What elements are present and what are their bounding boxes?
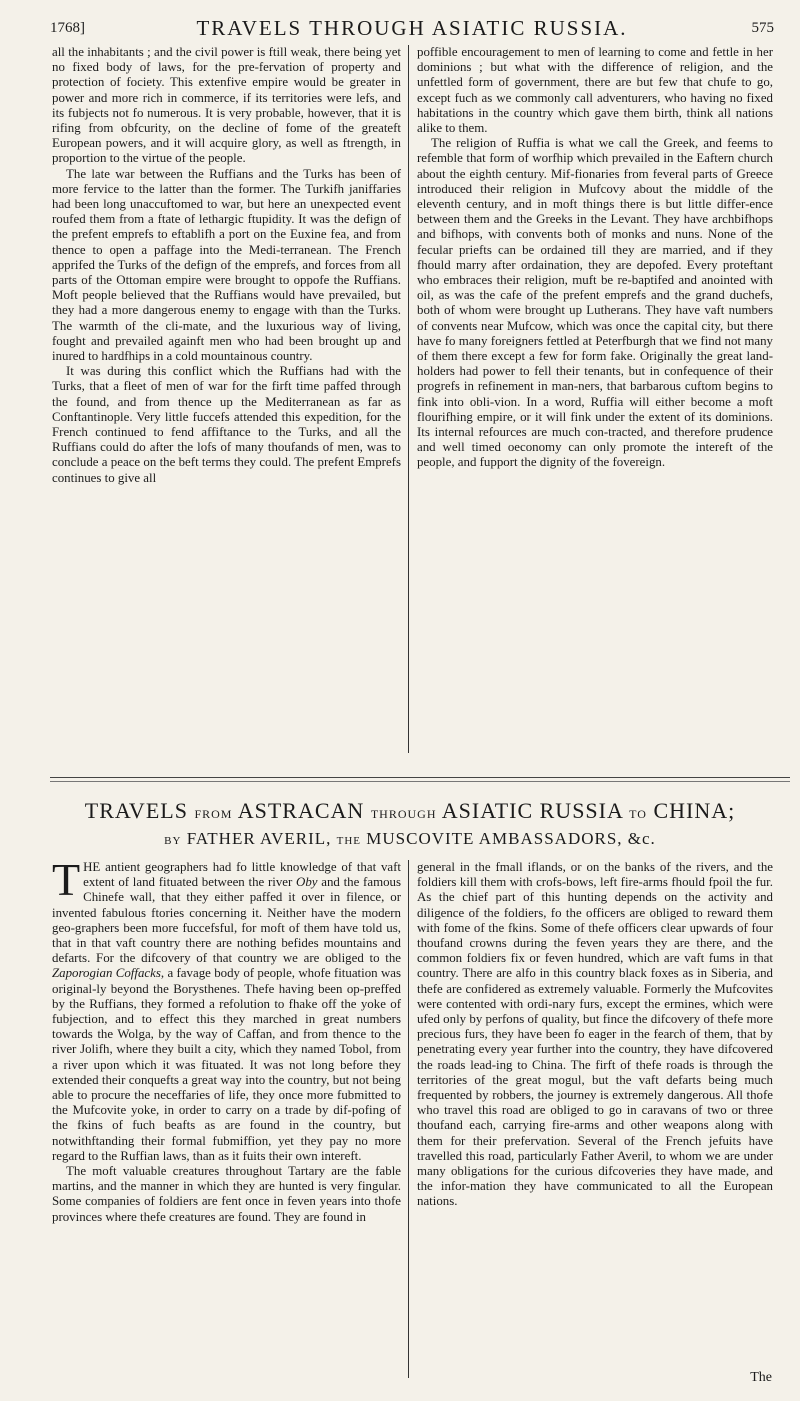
paragraph: The late war between the Ruffians and the Turks has been of more fervice to the latter than the former. The Turkifh janiffaries had been long unaccuftomed to war, but here an unexpected event roufed them from a ftate of lethargic ftupidity. It was the defign of the prefent emprefs to eftablifh a port on the Euxine fea, and from thence to open a paffage into the Medi-terranean. The French apprifed the Turks of the defign of the emprefs, and forces from all parts of the Ottoman empire were brought to oppofe the Ruffians. Moft people believed that the Ruffians would have prevailed, but they had a more dangerous enemy to engage with than the Turks. The warmth of the cli-mate, and the luxurious way of living, fought and prevailed againft men who had been brought up and inured to hardfhips in a cold mountainous country. [52,166,401,364]
title-word: TO [629,807,647,821]
page-number: 575 [751,20,774,36]
paragraph: general in the fmall iflands, or on the banks of the rivers, and the foldiers kill them with crofs-bows, left fire-arms fhould fpoil the fur. As the chief part of this hunting depends on the activity and diligence of the foldiers, fo the officers are obliged to reward them with fome of the fkins. Some of thefe officers clear upwards of four thoufand crowns during the feven years they are there, and the common foldiers fix or feven hundred, which are vaft fums in that country. There are alfo in this country black foxes as in Siberia, and thefe are confidered as extremely valuable. Formerly the Mufcovites were contented with ordi-nary furs, except the ermines, which were ufed only by perfons of quality, but fince the difcovery of thefe more precious furs, they have been fo eager in the fearch of them, that by penetrating every year further into the country, they have difcovered the roads lead-ing to China. The firft of thefe roads is through the territories of the great mogul, but the vaft defarts being much frequented by robbers, the journey is extremely dangerous. All thofe who travel this road are obliged to go in caravans of two or three thoufand each, carrying fire-arms and other weapons along with them for their prefervation. Several of the French jefuits have travelled this road, particularly Father Averil, to whom we are under many obligations for the curious difcoveries they have made, and the infor-mation they have communicated to all the European nations. [417,860,773,1209]
drop-cap: T [52,854,81,905]
header-title: TRAVELS THROUGH ASIATIC RUSSIA. [196,16,628,40]
paragraph: poffible encouragement to men of learning to come and fettle in her dominions ; but what with the difference of religion, and the unfettled form of government, there are but few that chufe to go, except fuch as we commonly call adventurers, who having no fixed habitations in the country which gave them birth, think all nations alike to them. [417,45,773,136]
lower-left-column [52,854,402,1225]
river-name: Oby [296,875,318,890]
column-divider [408,860,409,1378]
title-word: THROUGH [370,807,437,821]
subtitle-word: THE [336,835,362,847]
lower-right-column [417,860,773,1210]
paragraph: THE antient geographers had fo little knowledge of that vaft extent of land fituated between the river Oby and the famous Chinefe wall, that they either paffed it over in filence, or invented fabulous ftories concerning it. Neither have the modern geo-graphers been more fuccefsful, for moft of them have told us, that in that vaft country there are nothing befides mountains and defarts. For the difcovery of that country we are obliged to the Zaporogian Coffacks, a favage body of people, whofe fituation was original-ly beyond the Borysthenes. Thefe having been op-preffed by the Ruffians, they formed a refolution to fhake off the yoke of fubjection, and to effect this they marched in great numbers towards the Wolga, by the way of Caffan, and from thence to the river Jolifh, where they built a city, which they named Tobol, from a river upon which it was fituated. It was not long before they extended their conquefts a great way into the country, but not being able to procure the neceffaries of life, they once more fubmitted to the Mufcovite yoke, in order to carry on a trade by dif-pofing of the fkins of fuch beafts as are found in the country, but notwithftanding their formal fubmiffion, yet they pay no more regard to the Ruffian laws, than as it fuits their own intereft. [52,854,402,1163]
column-divider [408,45,409,753]
running-header [50,12,774,42]
upper-left-column [52,45,401,486]
subtitle-word: BY [164,835,182,847]
subtitle-word: MUSCOVITE AMBASSADORS, &c. [366,829,656,848]
section-divider [50,777,790,782]
subtitle-word: FATHER AVERIL, [186,829,332,848]
people-name: Zaporogian Coffacks [52,966,161,981]
title-word: ASIATIC RUSSIA [441,798,623,823]
title-word: ASTRACAN [237,798,365,823]
paragraph: The religion of Ruffia is what we call the Greek, and feems to refemble that form of worfhip which prevailed in the Eaftern church about the eighth century. Mif-fionaries from feveral parts of Greece introduced their religion in Mufcovy about the middle of the eleventh century, and in moft things there is but little differ-ence between them and the Greeks in the Levant. They have archbifhops and bifhops, with convents both of monks and nuns. None of the fecular priefts can be ordained till they are married, and if they fhould marry after ordaination, they are depofed. Every proteftant who embraces their religion, muft be re-baptifed and anointed with oil, as was the cafe of the prefent emprefs and the grand duchefs, both of whom were brought up Lutherans. They have vaft numbers of convents near Mufcow, which was once the capital city, but there have fo many foreigners fettled at Peterfburgh that we find not many of them there except a few for form fake. Originally the great land-holders had power to fell their tenants, but in confequence of their progrefs in refinement in man-ners, that barbarous cuftom begins to fink into obli-vion. In a word, Ruffia will either become a moft flourifhing empire, or it will fink under the extent of its dominions. Its internal refources are much con-tracted, and therefore prudence and well timed oeconomy can only promote the intereft of the people, and fupport the dignity of the fovereign. [417,136,773,470]
paragraph: The moft valuable creatures throughout Tartary are the fable martins, and the manner in which they are hunted is very fingular. Some companies of foldiers are fent once in feven years into thofe provinces where thefe creatures are found. They are found in [52,1164,401,1224]
title-word: FROM [194,807,233,821]
section-subtitle [40,829,780,849]
header-year: 1768] [50,20,85,36]
section-title [40,798,780,824]
catchword: The [750,1370,772,1385]
paragraph: It was during this conflict which the Ruffians had with the Turks, that a fleet of men of war for the firft time paffed through the found, and from thence up the Mediterranean as far as Conftantinople. Very little fuccefs attended this expedition, for the French continued to fend affiftance to the Turks, and all the Ruffians could do after the lofs of many thoufands of men, was to conclude a peace on the beft terms they could. The prefent Emprefs continues to give all [52,364,401,485]
title-word: CHINA; [653,798,736,823]
paragraph: all the inhabitants ; and the civil power is ftill weak, there being yet no fixed body of laws, for the pre-fervation of property and protection of fociety. This extenfive empire would be greater in power and more rich in commerce, if its territories were lefs, and its fubjects not fo numerous. It is very probable, however, that it is rifing from obfcurity, on the decline of fome of the greateft European powers, and it will acquire glory, as well as ftrength, in proportion to the virtue of the people. [52,45,401,166]
title-word: TRAVELS [84,798,188,823]
upper-right-column [417,45,773,471]
